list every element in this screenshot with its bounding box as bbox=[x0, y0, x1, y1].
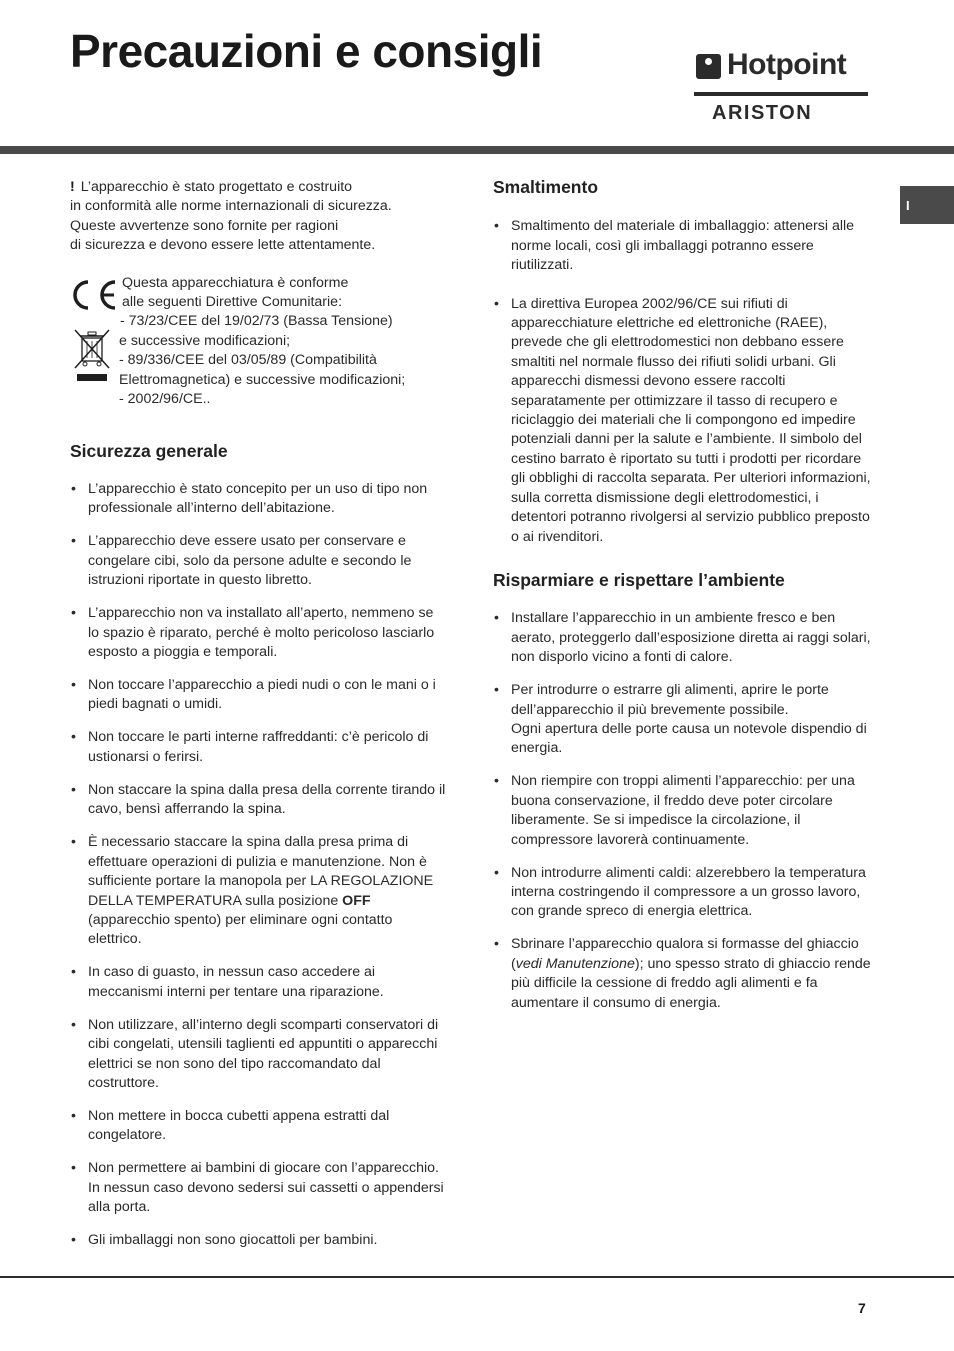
logo-divider bbox=[694, 92, 868, 96]
page-title: Precauzioni e consigli bbox=[70, 25, 543, 77]
page-number: 7 bbox=[858, 1300, 866, 1316]
manutenzione-reference: vedi Manutenzione bbox=[515, 955, 635, 972]
cert-line: e successive modificazioni; bbox=[119, 332, 291, 349]
list-item: • Per introdurre o estrarre gli alimenti, aprire le porte dell’apparecchio il più brevemente possibile. Ogni apertura delle porte causa un notevole dispendio di energia. bbox=[493, 681, 875, 759]
list-item: • La direttiva Europea 2002/96/CE sui rifiuti di apparecchiature elettriche ed elettroniche (RAEE), prevede che gli elettrodomestici non debbano essere smaltiti nel normale flusso dei rifiuti solidi urbani. Gli apparecchi dismessi devono essere raccolti separatamente per ottimizzare il tasso di recupero e riciclaggio dei materiali che li compongono ed impedire potenziali danni per la salute e l’ambiente. Il simbolo del cestino barrato è riportato su tutti i prodotti per ricordare gli obblighi di raccolta separata. Per ulteriori informazioni, sulla corretta dismissione degli elettrodomestici, i detentori potranno rivolgersi al servizio pubblico preposto o ai rivenditori. bbox=[493, 295, 875, 547]
cert-line: alle seguenti Direttive Comunitarie: bbox=[122, 294, 343, 311]
logo-square-icon bbox=[696, 54, 721, 79]
list-item: • Gli imballaggi non sono giocattoli per bambini. bbox=[70, 1231, 446, 1250]
list-item: • Non riempire con troppi alimenti l’apparecchio: per una buona conservazione, il freddo deve poter circolare liberamente. Se si impedisce la circolazione, il compressore lavorerà continuamente. bbox=[493, 772, 875, 850]
hotpoint-ariston-logo bbox=[694, 48, 870, 126]
logo-name: Hotpoint bbox=[727, 48, 847, 81]
cert-line: - 2002/96/CE.. bbox=[119, 391, 211, 408]
certification-icons bbox=[70, 274, 120, 400]
list-item: • Non toccare le parti interne raffreddanti: c’è pericolo di ustionarsi o ferirsi. bbox=[70, 728, 446, 767]
list-item: • Non permettere ai bambini di giocare con l’apparecchio. In nessun caso devono sedersi sui cassetti o appendersi alla porta. bbox=[70, 1159, 446, 1217]
certification-block bbox=[70, 274, 446, 414]
list-item: • Non mettere in bocca cubetti appena estratti dal congelatore. bbox=[70, 1107, 446, 1146]
section-title-risparmiare: Risparmiare e rispettare l’ambiente bbox=[493, 569, 785, 590]
list-item: • L’apparecchio è stato concepito per un uso di tipo non professionale all’interno dell’abitazione. bbox=[70, 480, 446, 519]
intro-line-3: Queste avvertenze sono fornite per ragioni bbox=[70, 217, 339, 234]
list-item: • In caso di guasto, in nessun caso accedere ai meccanismi interni per tentare una riparazione. bbox=[70, 963, 446, 1002]
list-item: • Non utilizzare, all’interno degli scomparti conservatori di cibi congelati, utensili taglienti ed appuntiti o apparecchi elettrici se non sono del tipo raccomandato dal costruttore. bbox=[70, 1016, 446, 1094]
footer-divider bbox=[0, 1276, 954, 1278]
sicurezza-list bbox=[70, 480, 446, 1251]
list-item: • Non introdurre alimenti caldi: alzerebbero la temperatura interna costringendo il compressore a un grosso lavoro, con grande spreco di energia elettrica. bbox=[493, 864, 875, 922]
left-column bbox=[70, 178, 446, 1264]
warning-icon: ! bbox=[70, 179, 75, 195]
list-item: • Non toccare l’apparecchio a piedi nudi o con le mani o i piedi bagnati o umidi. bbox=[70, 676, 446, 715]
intro-line-2: in conformità alle norme internazionali di sicurezza. bbox=[70, 198, 392, 215]
list-item: • Non staccare la spina dalla presa della corrente tirando il cavo, bensì afferrando la spina. bbox=[70, 781, 446, 820]
intro-warning bbox=[70, 178, 446, 256]
list-item: • È necessario staccare la spina dalla presa prima di effettuare operazioni di pulizia e manutenzione. Non è sufficiente portare la manopola per LA REGOLAZIONE DELLA TEMPERATURA sulla posizione OFF (apparecchio spento) per eliminare ogni contatto elettrico. bbox=[70, 833, 446, 949]
smaltimento-list bbox=[493, 217, 875, 547]
cert-line: Elettromagnetica) e successive modificazioni; bbox=[119, 371, 406, 388]
cert-line: Questa apparecchiatura è conforme bbox=[122, 274, 349, 291]
section-title-sicurezza: Sicurezza generale bbox=[70, 440, 228, 461]
ce-mark-icon bbox=[70, 274, 120, 394]
certification-text bbox=[119, 274, 452, 410]
cert-line: - 89/336/CEE del 03/05/89 (Compatibilità bbox=[119, 352, 377, 369]
cert-line: - 73/23/CEE del 19/02/73 (Bassa Tensione) bbox=[120, 313, 393, 330]
section-title-smaltimento: Smaltimento bbox=[493, 177, 599, 197]
logo-subname: ARISTON bbox=[712, 102, 813, 124]
list-item: • Sbrinare l’apparecchio qualora si formasse del ghiaccio (vedi Manutenzione); uno spesso strato di ghiaccio rende più difficile la cessione di freddo agli alimenti e fa aumentare il consumo di energia. bbox=[493, 935, 875, 1013]
off-label: OFF bbox=[342, 892, 371, 909]
language-tab: I bbox=[900, 186, 954, 224]
list-item: • L’apparecchio deve essere usato per conservare e congelare cibi, solo da persone adulte e secondo le istruzioni riportate in questo libretto. bbox=[70, 532, 446, 590]
crossed-out-bin-icon bbox=[75, 330, 109, 381]
right-column bbox=[493, 178, 875, 1027]
header-divider-bar bbox=[0, 146, 954, 154]
list-item: • L’apparecchio non va installato all’aperto, nemmeno se lo spazio è riparato, perché è molto pericoloso lasciarlo esposto a pioggia e temporali. bbox=[70, 604, 446, 662]
risparmiare-list bbox=[493, 609, 875, 1013]
intro-line-1: ! L’apparecchio è stato progettato e costruito bbox=[70, 179, 353, 195]
intro-line-4: di sicurezza e devono essere lette attentamente. bbox=[70, 237, 376, 254]
list-item: • Installare l’apparecchio in un ambiente fresco e ben aerato, proteggerlo dall’esposizione diretta ai raggi solari, non disporlo vicino a fonti di calore. bbox=[493, 609, 875, 667]
list-item: • Smaltimento del materiale di imballaggio: attenersi alle norme locali, così gli imballaggi potranno essere riutilizzati. bbox=[493, 217, 875, 275]
